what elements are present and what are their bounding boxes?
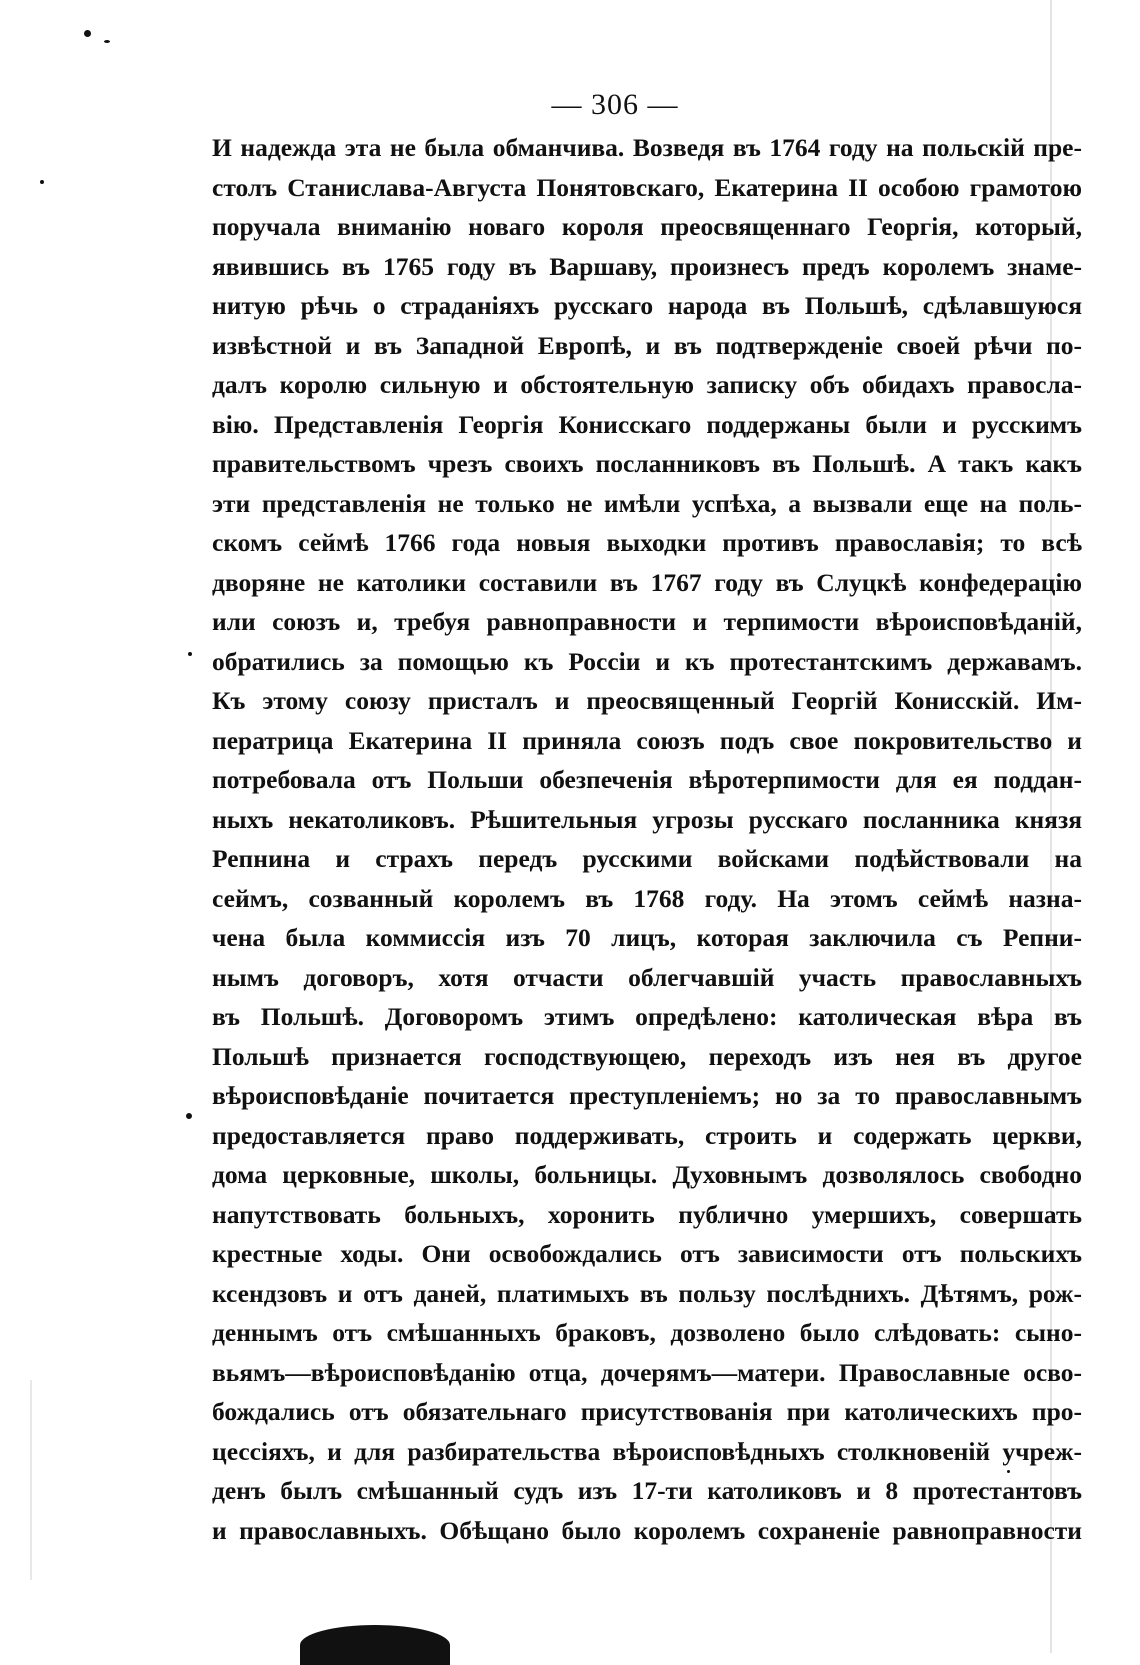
text-line: Польшѣ признается господствующею, переходъ изъ нея въ другое: [212, 1041, 1082, 1071]
text-line: или союзъ и, требуя равноправности и терпимости вѣроисповѣданій,: [212, 607, 1082, 636]
scan-speck: [84, 30, 91, 37]
body-text: [212, 128, 1082, 1550]
text-line: въ Польшѣ. Договоромъ этимъ опредѣлено: католическая вѣра въ: [212, 1002, 1082, 1031]
text-line: цессіяхъ, и для разбирательства вѣроисповѣдныхъ столкновеній учреж-: [212, 1436, 1082, 1466]
text-line: дворяне не католики составили въ 1767 году въ Слуцкѣ конфедерацію: [212, 567, 1082, 597]
text-line: Репнина и страхъ передъ русскими войсками подѣйствовали на: [212, 844, 1082, 873]
text-line: потребовала отъ Польши обезпеченія вѣротерпимости для ея поддан-: [212, 765, 1082, 794]
text-line: деннымъ отъ смѣшанныхъ браковъ, дозволено было слѣдовать: сыно-: [212, 1318, 1082, 1347]
text-line: скомъ сеймѣ 1766 года новыя выходки противъ православія; то всѣ: [212, 528, 1082, 557]
text-line: нымъ договоръ, хотя отчасти облегчавшій участь православныхъ: [212, 962, 1082, 992]
text-line: поручала вниманію новаго короля преосвященнаго Георгія, который,: [212, 212, 1082, 241]
text-line: извѣстной и въ Западной Европѣ, и въ подтвержденіе своей рѣчи по-: [212, 330, 1082, 360]
text-line: столъ Станислава-Августа Понятовскаго, Екатерина II особою грамотою: [212, 172, 1082, 202]
text-line: эти представленія не только не имѣли успѣха, а вызвали еще на поль-: [212, 488, 1082, 518]
text-line: денъ былъ смѣшанный судъ изъ 17-ти католиковъ и 8 протестантовъ: [212, 1476, 1082, 1505]
text-line: далъ королю сильную и обстоятельную записку объ обидахъ правосла-: [212, 370, 1082, 399]
page-number: — 306 —: [551, 88, 679, 121]
text-line: предоставляется право поддерживать, строить и содержать церкви,: [212, 1120, 1082, 1150]
text-line: обратились за помощью къ Россіи и къ протестантскимъ державамъ.: [212, 646, 1082, 676]
text-line: Къ этому союзу присталъ и преосвященный Георгій Конисскій. Им-: [212, 686, 1082, 715]
text-line: напутствовать больныхъ, хоронить публично умершихъ, совершать: [212, 1199, 1082, 1229]
text-line: вьямъ—вѣроисповѣданію отца, дочерямъ—матери. Православные осво-: [212, 1357, 1082, 1387]
text-line: ксендзовъ и отъ даней, платимыхъ въ пользу послѣднихъ. Дѣтямъ, рож-: [212, 1278, 1082, 1308]
text-line: вію. Представленія Георгія Конисскаго поддержаны были и русскимъ: [212, 409, 1082, 439]
text-line: крестные ходы. Они освобождались отъ зависимости отъ польскихъ: [212, 1239, 1082, 1268]
text-line: ператрица Екатерина II приняла союзъ подъ свое покровительство и: [212, 725, 1082, 755]
text-line: сеймъ, созванный королемъ въ 1768 году. На этомъ сеймѣ назна-: [212, 883, 1082, 913]
scan-speck: [188, 652, 192, 656]
binding-smudge: [300, 1625, 450, 1665]
scan-speck: [40, 180, 44, 184]
scan-speck: [186, 1113, 192, 1119]
text-line: дома церковные, школы, больницы. Духовнымъ дозволялось свободно: [212, 1160, 1082, 1189]
text-line: нитую рѣчь о страданіяхъ русскаго народа въ Польшѣ, сдѣлавшуюся: [212, 291, 1082, 320]
text-line: И надежда эта не была обманчива. Возведя въ 1764 году на польскій пре-: [212, 133, 1082, 162]
text-line: чена была коммиссія изъ 70 лицъ, которая заключила съ Репни-: [212, 923, 1082, 952]
scan-edge-line: [30, 1380, 32, 1580]
text-line: вѣроисповѣданіе почитается преступленіемъ; но за то православнымъ: [212, 1081, 1082, 1110]
scan-speck: [104, 40, 110, 43]
text-line: ныхъ некатоликовъ. Рѣшительныя угрозы русскаго посланника князя: [212, 804, 1082, 834]
text-line: правительствомъ чрезъ своихъ посланниковъ въ Польшѣ. А такъ какъ: [212, 449, 1082, 478]
text-line: бождались отъ обязательнаго присутствованія при католическихъ про-: [212, 1397, 1082, 1426]
text-line: и православныхъ. Обѣщано было королемъ сохраненіе равноправности: [212, 1515, 1082, 1545]
text-line: явившись въ 1765 году въ Варшаву, произнесъ предъ королемъ знаме-: [212, 251, 1082, 281]
